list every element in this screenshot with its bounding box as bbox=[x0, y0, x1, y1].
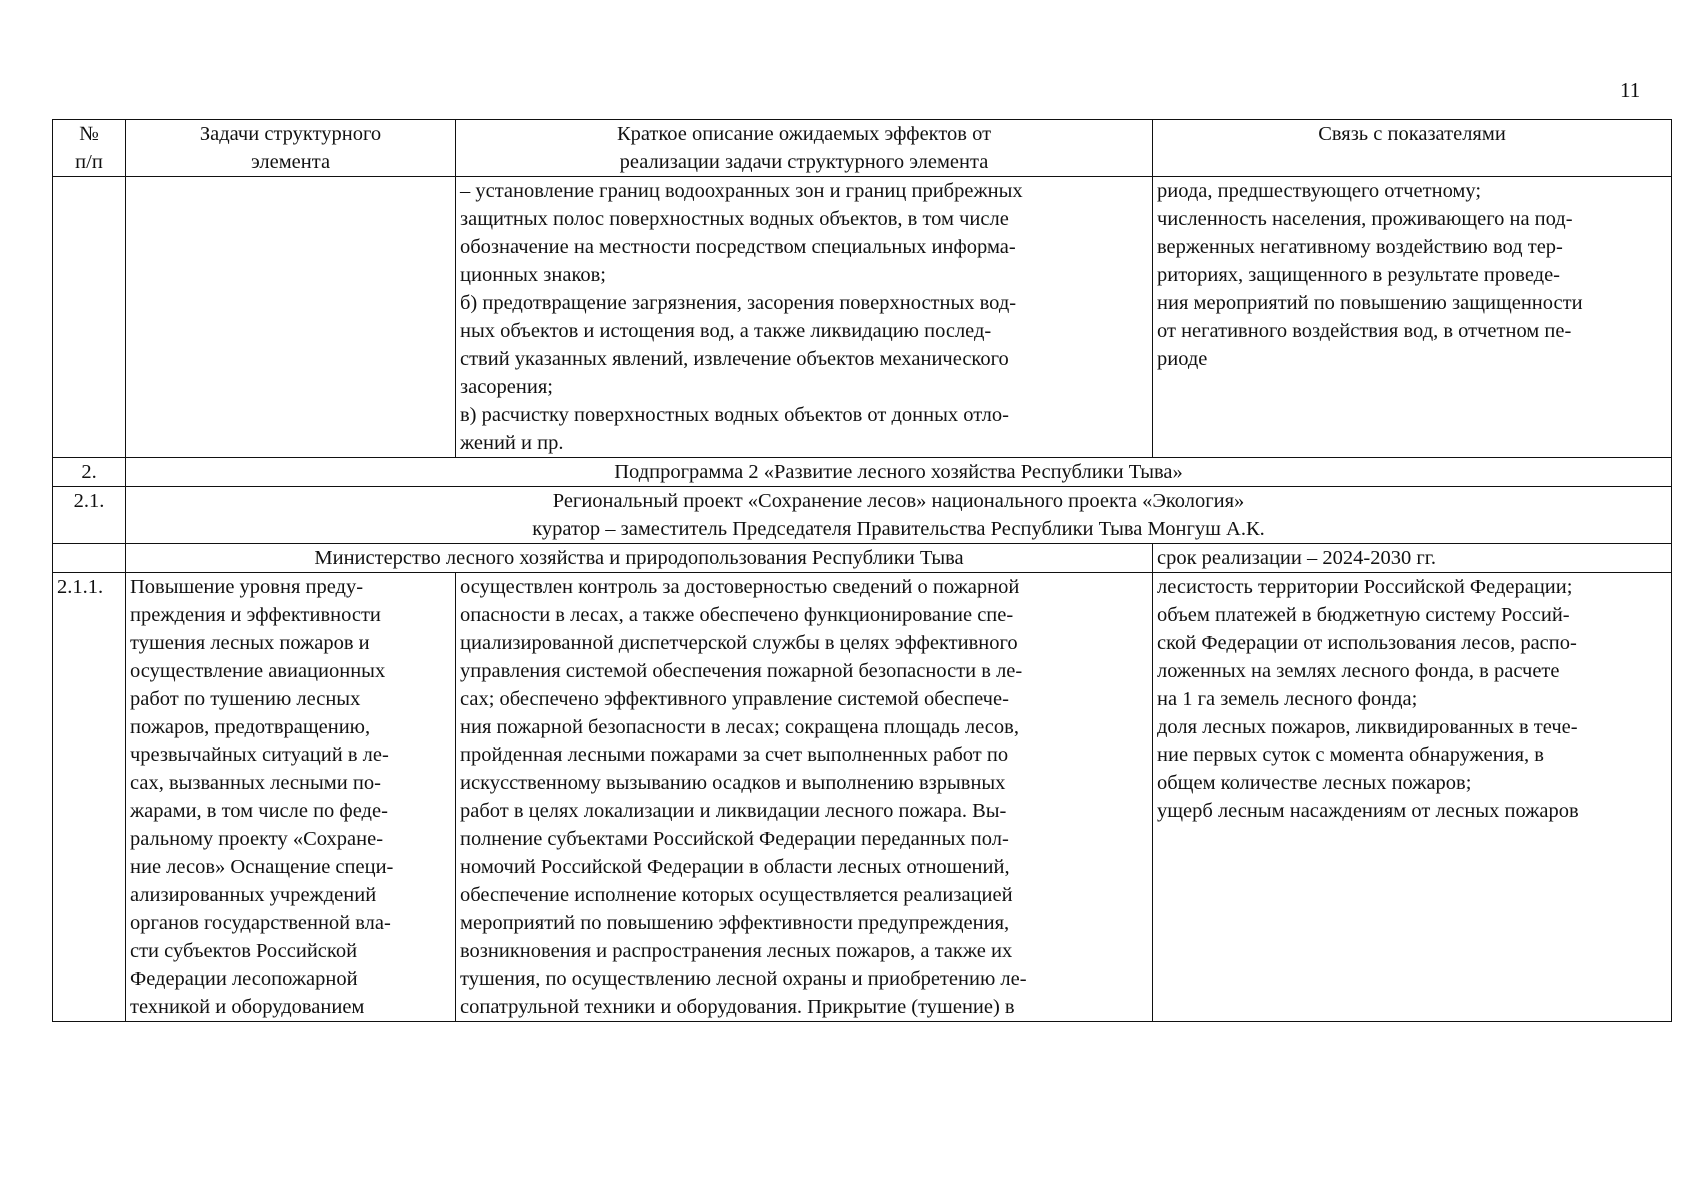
task-text-line: ральному проекту «Сохране- bbox=[130, 828, 384, 850]
subprogram-title: Подпрограмма 2 «Развитие лесного хозяйства Республики Тыва» bbox=[126, 458, 1672, 487]
indicator-text-line: общем количестве лесных пожаров; bbox=[1157, 772, 1472, 794]
task-text-line: Повышение уровня преду- bbox=[130, 576, 364, 598]
project-curator: куратор – заместитель Председателя Правительства Республики Тыва Монгуш А.К. bbox=[532, 518, 1265, 540]
header-text: № bbox=[79, 123, 99, 145]
header-number bbox=[53, 120, 126, 177]
header-indicators bbox=[1153, 120, 1672, 177]
indicator-text-line: ской Федерации от использования лесов, распо- bbox=[1157, 632, 1577, 654]
indicator-text-line: на 1 га земель лесного фонда; bbox=[1157, 688, 1418, 710]
effects-text-line: циализированной диспетчерской службы в целях эффективного bbox=[460, 632, 1018, 654]
cell-empty-number bbox=[53, 177, 126, 458]
indicator-text-line: объем платежей в бюджетную систему Россий- bbox=[1157, 604, 1570, 626]
cell-effects-continued bbox=[456, 177, 1153, 458]
indicator-text-line: верженных негативному воздействию вод тер- bbox=[1157, 236, 1563, 258]
indicator-text-line: ния мероприятий по повышению защищенности bbox=[1157, 292, 1583, 314]
task-indicators bbox=[1153, 573, 1672, 1022]
header-tasks bbox=[126, 120, 456, 177]
task-text-line: сах, вызванных лесными по- bbox=[130, 772, 381, 794]
effects-text-line: мероприятий по повышению эффективности предупреждения, bbox=[460, 912, 1010, 934]
table-row-ministry bbox=[53, 544, 1672, 573]
effects-text-line: номочий Российской Федерации в области лесных отношений, bbox=[460, 856, 1010, 878]
header-text: Краткое описание ожидаемых эффектов от bbox=[616, 123, 992, 145]
cell-empty-task bbox=[126, 177, 456, 458]
cell-empty-number bbox=[53, 544, 126, 573]
effects-text-line: ционных знаков; bbox=[460, 264, 606, 286]
indicator-text-line: доля лесных пожаров, ликвидированных в тече- bbox=[1157, 716, 1578, 738]
project-title bbox=[126, 487, 1672, 544]
indicator-text-line: риториях, защищенного в результате проведе- bbox=[1157, 264, 1561, 286]
task-text-line: жарами, в том числе по феде- bbox=[130, 800, 388, 822]
effects-text-line: пройденная лесными пожарами за счет выполненных работ по bbox=[460, 744, 1009, 766]
task-text-line: ализированных учреждений bbox=[130, 884, 377, 906]
effects-text-line: сах; обеспечено эффективного управление системой обеспече- bbox=[460, 688, 1009, 710]
effects-text-line: засорения; bbox=[460, 376, 553, 398]
effects-text-line: управления системой обеспечения пожарной безопасности в ле- bbox=[460, 660, 1023, 682]
effects-text-line: возникновения и распространения лесных пожаров, а также их bbox=[460, 940, 1013, 962]
effects-text-line: ствий указанных явлений, извлечение объектов механического bbox=[460, 348, 1009, 370]
table-header-row bbox=[53, 120, 1672, 177]
table-row-subprogram bbox=[53, 458, 1672, 487]
task-text-line: преждения и эффективности bbox=[130, 604, 381, 626]
effects-text-line: в) расчистку поверхностных водных объектов от донных отло- bbox=[460, 404, 1009, 426]
header-effects bbox=[456, 120, 1153, 177]
indicator-text-line: ущерб лесным насаждениям от лесных пожаров bbox=[1157, 800, 1579, 822]
indicator-text-line: ние первых суток с момента обнаружения, в bbox=[1157, 744, 1544, 766]
effects-text-line: б) предотвращение загрязнения, засорения поверхностных вод- bbox=[460, 292, 1017, 314]
header-text: Задачи структурного bbox=[199, 123, 382, 145]
effects-text-line: тушения, по осуществлению лесной охраны и приобретению ле- bbox=[460, 968, 1027, 990]
indicator-text-line: риода, предшествующего отчетному; bbox=[1157, 180, 1482, 202]
task-description bbox=[126, 573, 456, 1022]
subprogram-number: 2. bbox=[53, 458, 126, 487]
task-text-line: чрезвычайных ситуаций в ле- bbox=[130, 744, 389, 766]
header-text: п/п bbox=[75, 151, 103, 173]
table-row-project bbox=[53, 487, 1672, 544]
indicator-text-line: численность населения, проживающего на под- bbox=[1157, 208, 1573, 230]
page-number: 11 bbox=[1620, 78, 1641, 102]
effects-text-line: жений и пр. bbox=[460, 432, 564, 454]
task-effects bbox=[456, 573, 1153, 1022]
responsible-ministry: Министерство лесного хозяйства и природопользования Республики Тыва bbox=[126, 544, 1153, 573]
indicator-text-line: лесистость территории Российской Федерации; bbox=[1157, 576, 1573, 598]
header-text: реализации задачи структурного элемента bbox=[619, 151, 989, 173]
effects-text-line: осуществлен контроль за достоверностью сведений о пожарной bbox=[460, 576, 1020, 598]
header-text: элемента bbox=[250, 151, 331, 173]
effects-text-line: опасности в лесах, а также обеспечено функционирование спе- bbox=[460, 604, 1014, 626]
effects-text-line: полнение субъектами Российской Федерации переданных пол- bbox=[460, 828, 1009, 850]
project-number: 2.1. bbox=[53, 487, 126, 544]
task-text-line: пожаров, предотвращению, bbox=[130, 716, 371, 738]
indicator-text-line: ложенных на землях лесного фонда, в расчете bbox=[1157, 660, 1560, 682]
effects-text-line: искусственному вызыванию осадков и выполнению взрывных bbox=[460, 772, 1006, 794]
task-text-line: тушения лесных пожаров и bbox=[130, 632, 370, 654]
project-name: Региональный проект «Сохранение лесов» национального проекта «Экология» bbox=[552, 490, 1245, 512]
structural-elements-table bbox=[52, 119, 1672, 1022]
task-text-line: ние лесов» Оснащение специ- bbox=[130, 856, 394, 878]
task-text-line: работ по тушению лесных bbox=[130, 688, 361, 710]
cell-indicators-continued bbox=[1153, 177, 1672, 458]
effects-text-line: защитных полос поверхностных водных объектов, в том числе bbox=[460, 208, 1009, 230]
task-text-line: сти субъектов Российской bbox=[130, 940, 358, 962]
task-number: 2.1.1. bbox=[53, 573, 126, 1022]
effects-text-line: обеспечение исполнение которых осуществляется реализацией bbox=[460, 884, 1013, 906]
table-row-continued bbox=[53, 177, 1672, 458]
indicator-text-line: риоде bbox=[1157, 348, 1208, 370]
effects-text-line: ных объектов и истощения вод, а также ликвидацию послед- bbox=[460, 320, 992, 342]
effects-text-line: ния пожарной безопасности в лесах; сокращена площадь лесов, bbox=[460, 716, 1019, 738]
indicator-text-line: от негативного воздействия вод, в отчетном пе- bbox=[1157, 320, 1572, 342]
implementation-term: срок реализации – 2024-2030 гг. bbox=[1153, 544, 1672, 573]
header-text: Связь с показателями bbox=[1318, 123, 1506, 145]
task-text-line: осуществление авиационных bbox=[130, 660, 386, 682]
task-text-line: органов государственной вла- bbox=[130, 912, 391, 934]
table-row-task bbox=[53, 573, 1672, 1022]
task-text-line: Федерации лесопожарной bbox=[130, 968, 358, 990]
effects-text-line: обозначение на местности посредством специальных информа- bbox=[460, 236, 1016, 258]
effects-text-line: – установление границ водоохранных зон и границ прибрежных bbox=[460, 180, 1023, 202]
effects-text-line: сопатрульной техники и оборудования. Прикрытие (тушение) в bbox=[460, 996, 1015, 1018]
task-text-line: техникой и оборудованием bbox=[130, 996, 365, 1018]
effects-text-line: работ в целях локализации и ликвидации лесного пожара. Вы- bbox=[460, 800, 1007, 822]
